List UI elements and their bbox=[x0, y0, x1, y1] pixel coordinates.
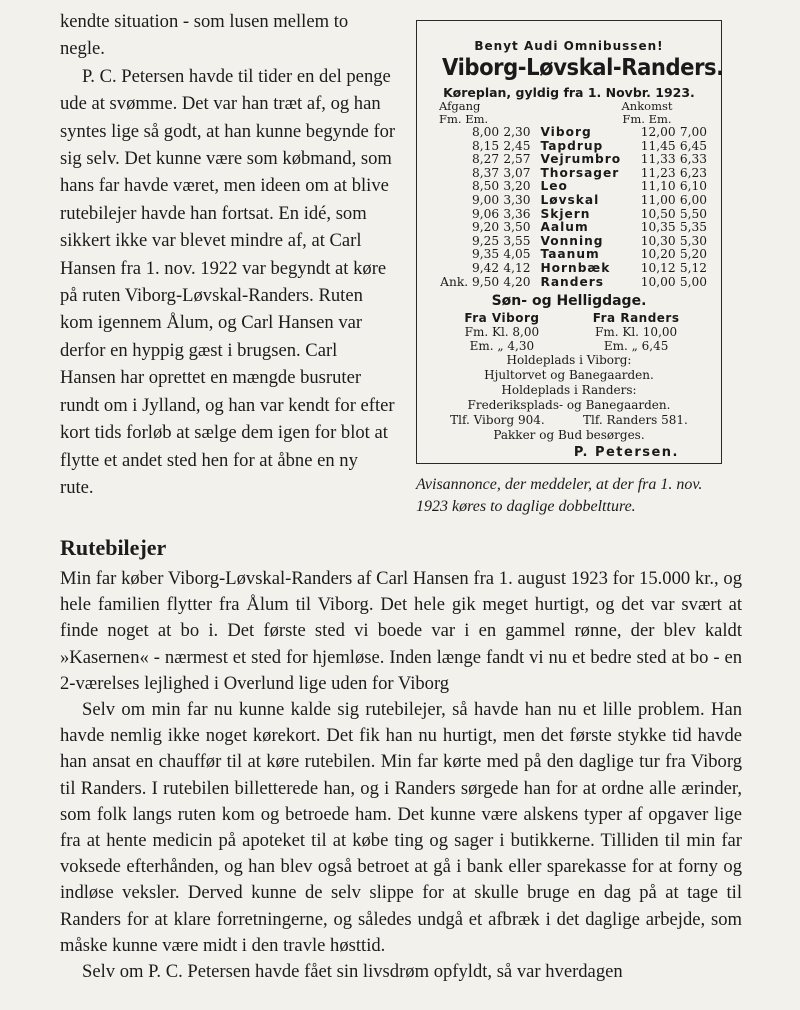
from-viborg-label: Fra Viborg bbox=[464, 311, 540, 326]
fm-em-left: Fm. Em. bbox=[439, 112, 489, 126]
departure-afternoon: 3,07 bbox=[503, 165, 531, 180]
departure-morning: 9,06 bbox=[471, 206, 500, 221]
viborg-fm: Fm. Kl. 8,00 bbox=[464, 325, 540, 340]
departure-morning: 9,20 bbox=[471, 220, 500, 235]
randers-fm: Fm. Kl. 10,00 bbox=[595, 325, 678, 340]
timetable-row bbox=[431, 167, 707, 181]
telephone-line bbox=[431, 413, 707, 428]
arrival-morning: 11,45 bbox=[640, 138, 676, 153]
arrival-morning: 12,00 bbox=[640, 125, 676, 139]
departure-afternoon: 2,30 bbox=[503, 125, 531, 139]
main-body-text bbox=[60, 566, 742, 985]
departure-morning: 8,00 bbox=[471, 125, 500, 139]
station-name: Hornbæk bbox=[540, 260, 611, 275]
timetable-row bbox=[431, 276, 707, 290]
departure-morning: 9,42 bbox=[471, 260, 500, 275]
main-para-3: Selv om P. C. Petersen havde fået sin livsdrøm opfyldt, så var hverdagen bbox=[82, 961, 623, 983]
station-name: Leo bbox=[540, 179, 568, 194]
arrival-morning: 10,12 bbox=[640, 260, 676, 275]
arrival-morning: 11,33 bbox=[640, 152, 676, 167]
arrival-afternoon: 5,12 bbox=[679, 260, 707, 275]
arrival-afternoon: 5,50 bbox=[679, 206, 707, 221]
timetable-row bbox=[431, 262, 707, 276]
station-name: Thorsager bbox=[540, 165, 620, 180]
section-heading: Rutebilejer bbox=[60, 535, 167, 560]
departure-morning: 8,15 bbox=[471, 138, 500, 153]
arrival-afternoon: 6,00 bbox=[679, 192, 707, 207]
arrival-morning: 11,23 bbox=[640, 165, 676, 180]
station-name: Randers bbox=[540, 274, 604, 289]
station-name: Taanum bbox=[540, 247, 600, 262]
station-name: Aalum bbox=[540, 220, 589, 235]
sunday-randers bbox=[581, 311, 691, 353]
departure-afternoon: 4,12 bbox=[503, 260, 531, 275]
sunday-viborg bbox=[447, 311, 557, 353]
sunday-title: Søn- og Helligdage. bbox=[491, 293, 647, 310]
departure-afternoon: 3,55 bbox=[503, 233, 531, 248]
departure-afternoon: 2,57 bbox=[503, 152, 531, 167]
arrival-morning: 11,10 bbox=[640, 179, 676, 194]
arrival-afternoon: 5,20 bbox=[679, 247, 707, 262]
departure-afternoon: 3,30 bbox=[503, 192, 531, 207]
timetable-row bbox=[431, 194, 707, 208]
timetable-row bbox=[431, 140, 707, 154]
station-name: Tapdrup bbox=[540, 138, 604, 153]
stop-randers-label: Holdeplads i Randers: bbox=[501, 383, 637, 398]
newspaper-advertisement bbox=[416, 20, 722, 464]
tlf-randers: Tlf. Randers 581. bbox=[582, 413, 688, 428]
tlf-viborg: Tlf. Viborg 904. bbox=[450, 413, 545, 428]
parcels-note: Pakker og Bud besørges. bbox=[493, 428, 645, 443]
ankomst-label: Ankomst bbox=[621, 99, 673, 113]
arrival-morning: 10,50 bbox=[640, 206, 676, 221]
departure-morning: 8,37 bbox=[471, 165, 500, 180]
station-name: Vejrumbro bbox=[540, 152, 622, 167]
departure-morning: Ank. 9,50 bbox=[440, 274, 500, 289]
stop-viborg: Hjultorvet og Banegaarden. bbox=[484, 368, 654, 383]
left-para-continuation: kendte situation - som lusen mellem to negle. bbox=[60, 11, 349, 60]
departure-morning: 8,27 bbox=[471, 152, 500, 167]
timetable bbox=[431, 126, 707, 289]
departure-morning: 9,25 bbox=[471, 233, 500, 248]
station-name: Løvskal bbox=[540, 192, 600, 207]
timetable-row bbox=[431, 235, 707, 249]
arrival-morning: 11,00 bbox=[640, 192, 676, 207]
arrival-afternoon: 6,45 bbox=[679, 138, 707, 153]
viborg-em: Em. „ 4,30 bbox=[469, 339, 535, 354]
arrival-morning: 10,00 bbox=[640, 274, 676, 289]
afgang-label: Afgang bbox=[439, 99, 481, 113]
arrival-morning: 10,20 bbox=[640, 247, 676, 262]
main-para-1: Min far køber Viborg-Løvskal-Randers af Carl Hansen fra 1. august 1923 for 15.000 kr., og hele familien flytter fra Ålum til Viborg. Det hele gik meget hurtigt, og det var svært at finde noget at bo i. Det første sted vi boede var i en gammel rønne, der blev kaldt »Kasernen« - nærmest et sted for hjemløse. Inden længe fandt vi nu et bedre sted at bo - en 2-værelses lejlighed i Overlund lige uden for Viborg bbox=[60, 568, 742, 694]
arrival-afternoon: 6,23 bbox=[679, 165, 707, 180]
station-name: Skjern bbox=[540, 206, 591, 221]
departure-afternoon: 4,05 bbox=[503, 247, 531, 262]
departure-morning: 8,50 bbox=[471, 179, 500, 194]
arrival-afternoon: 6,33 bbox=[679, 152, 707, 167]
arrival-afternoon: 6,10 bbox=[679, 179, 707, 194]
station-name: Vonning bbox=[540, 233, 604, 248]
departure-afternoon: 4,20 bbox=[503, 274, 531, 289]
timetable-row bbox=[431, 126, 707, 140]
main-para-2: Selv om min far nu kunne kalde sig rutebilejer, så havde han nu et lille problem. Han havde nemlig ikke noget kørekort. Det fik han nu hurtigt, men det første stykke tid havde han ansat en chauffør til at køre rutebilen. Min far kørte med på den daglige tur fra Viborg til Randers. I rutebilen billetterede han, og i Randers sørgede han for at ordne alle ærinder, som folk langs ruten kom og betroede ham. Det kunne være alskens typer af opgaver lige fra at hente medicin på apoteket til at købe ting og sager i butikkerne. Tilliden til min far voksede efterhånden, og han blev også betroet at gå i bank eller sparekasse for at forny og indløse veksler. Derved kunne de selv slippe for at skulle bruge en dag på at tage til Randers for at klare forretningerne, og således undgå et afbræk i det daglige arbejde, som måske kunne være midt i den travle høsttid. bbox=[60, 699, 742, 956]
departure-morning: 9,00 bbox=[471, 192, 500, 207]
departure-afternoon: 3,50 bbox=[503, 220, 531, 235]
timetable-row bbox=[431, 153, 707, 167]
sunday-schedule bbox=[431, 311, 707, 353]
station-name: Viborg bbox=[540, 125, 592, 139]
left-column bbox=[60, 8, 396, 501]
from-randers-label: Fra Randers bbox=[592, 311, 680, 326]
departure-afternoon: 2,45 bbox=[503, 138, 531, 153]
timetable-row bbox=[431, 221, 707, 235]
ad-signature: P. Petersen. bbox=[573, 445, 679, 461]
timetable-row bbox=[431, 180, 707, 194]
ad-timetable-validity: Køreplan, gyldig fra 1. Novbr. 1923. bbox=[443, 85, 695, 100]
ad-route-title: Viborg-Løvskal-Randers. bbox=[442, 55, 724, 81]
timetable-row bbox=[431, 208, 707, 222]
departure-morning: 9,35 bbox=[471, 247, 500, 262]
arrival-morning: 10,35 bbox=[640, 220, 676, 235]
departure-afternoon: 3,36 bbox=[503, 206, 531, 221]
departure-afternoon: 3,20 bbox=[503, 179, 531, 194]
arrival-morning: 10,30 bbox=[640, 233, 676, 248]
arrival-afternoon: 5,00 bbox=[679, 274, 707, 289]
stop-randers: Frederiksplads- og Banegaarden. bbox=[467, 398, 671, 413]
figure-caption: Avisannonce, der meddeler, at der fra 1. nov. 1923 køres to daglige dobbeltture. bbox=[416, 476, 703, 515]
arrival-afternoon: 5,30 bbox=[679, 233, 707, 248]
ad-slogan: Benyt Audi Omnibussen! bbox=[474, 39, 664, 53]
stop-viborg-label: Holdeplads i Viborg: bbox=[506, 353, 632, 368]
timetable-row bbox=[431, 248, 707, 262]
left-para-petersen: P. C. Petersen havde til tider en del penge ude at svømme. Det var han træt af, og han syntes lige så godt, at han kunne begynde for sig selv. Det kunne være som købmand, som hans far havde været, men ideen om at blive rutebilejer havde han fortsat. En idé, som sikkert ikke var blevet mindre af, at Carl Hansen fra 1. nov. 1922 var begyndt at køre på ruten Viborg-Løvskal-Randers. Ruten kom igennem Ålum, og Carl Hansen var derfor en hyppig gæst i brugsen. Carl Hansen har oprettet en mængde busruter rundt om i Jylland, og han var kendt for efter kort tids forløb at sælge dem igen for blot at flytte et andet sted hen for at åbne en ny rute. bbox=[60, 65, 396, 498]
fm-em-right: Fm. Em. bbox=[622, 112, 672, 126]
randers-em: Em. „ 6,45 bbox=[603, 339, 669, 354]
arrival-afternoon: 5,35 bbox=[679, 220, 707, 235]
arrival-afternoon: 7,00 bbox=[679, 125, 707, 139]
